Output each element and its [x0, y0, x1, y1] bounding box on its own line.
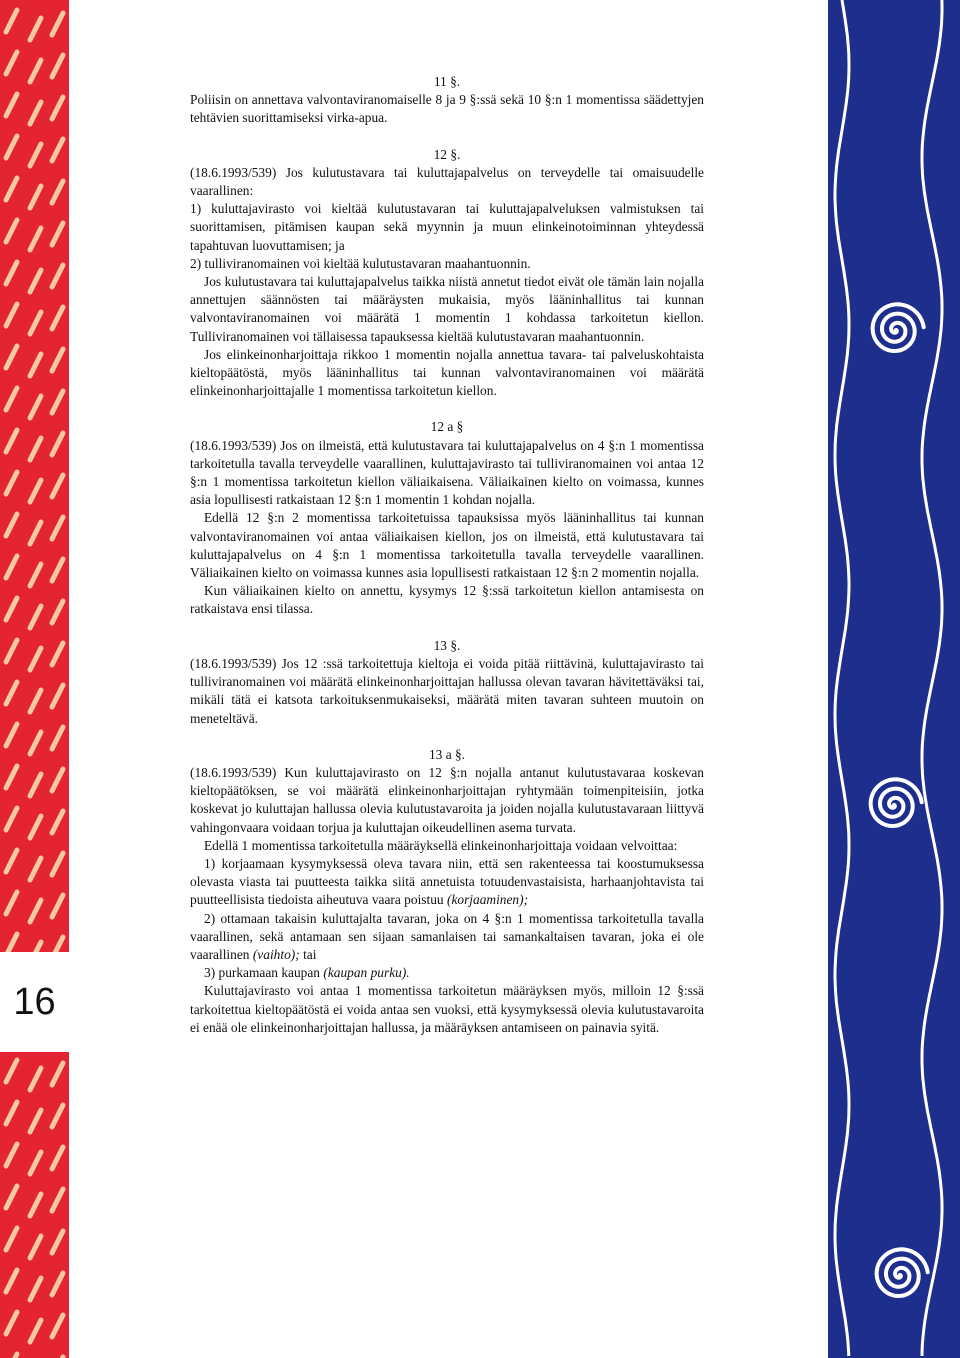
wheat-stroke-pattern-icon [0, 0, 69, 1358]
section-12 [190, 146, 704, 401]
right-decorative-border [828, 0, 960, 1358]
paragraph: Edellä 12 §:n 2 momentissa tarkoitetuissa tapauksissa myös lääninhallitus tai kunnan valvontaviranomainen voi antaa väliaikaisen kiellon, jos on ilmeistä, että kulutustavara tai kuluttajapalvelus on 4 §:n 1 momentissa tarkoitetulla tavalla terveydelle vaarallinen. Väliaikainen kielto on voimassa kunnes asia lopullisesti ratkaistaan 12 §:n 2 momentin nojalla. [190, 510, 704, 581]
paragraph: 2) ottamaan takaisin kuluttajalta tavaran, joka on 4 §:n 1 momentissa tarkoitetulla tavalla vaarallinen, sekä antamaan sen sijaan samanlaisen tai samankaltaisen tavaran, joka ei ole vaarallinen (vaihto); tai [190, 910, 704, 962]
section-13a [190, 746, 704, 1037]
section-11 [190, 73, 704, 128]
paragraph: (18.6.1993/539) Jos 12 :ssä tarkoitettuja kieltoja ei voida pitää riittävinä, kuluttajavirasto tai tulliviranomainen voi määrätä elinkeinonharjoittajan hallussa olevan tavaran hävitettäväksi tai, mikäli tätä ei katsota tarkoituksenmukaiseksi, määrätä miten tavaran suhteen muutoin on meneteltävä. [190, 655, 704, 726]
section-title: 13 §. [433, 637, 461, 653]
paragraph: 2) tulliviranomainen voi kieltää kulutustavaran maahantuonnin. [190, 255, 531, 271]
paragraph: (18.6.1993/539) Jos on ilmeistä, että kulutustavara tai kuluttajapalvelus on 4 §:n 1 momentissa tarkoitetulla tavalla terveydelle vaarallinen, kuluttajavirasto tai tulliviranomainen voi antaa 12 §:n 1 momentissa tarkoitetun kiellon väliaikaisena. Väliaikainen kielto on voimassa, kunnes asia lopullisesti ratkaistaan 12 §:n 1 momentin 1 kohdan nojalla. [190, 437, 704, 508]
section-title: 13 a §. [428, 746, 466, 762]
paragraph: (18.6.1993/539) Jos kulutustavara tai kuluttajapalvelus on terveydelle tai omaisuudelle vaarallinen: [190, 164, 704, 199]
paragraph: (18.6.1993/539) Kun kuluttajavirasto on 12 §:n nojalla antanut kulutustavaraa koskevan kieltopäätöksen, se voi määrätä elinkeinonharjoittajan ryhtymään toimenpiteisiin, jotka koskevat jo kuluttajan hallussa olevia kulutustavaroita ja joiden nojalla kulutustavaraan liittyvä vahingonvaara voidaan torjua ja kuluttajan oikeudellinen asema turvata. [190, 764, 704, 835]
left-decorative-border [0, 0, 69, 1358]
section-12a [190, 418, 704, 618]
section-title: 11 §. [433, 74, 461, 89]
paragraph: Jos elinkeinonharjoittaja rikkoo 1 momentin nojalla annettua tavara- tai palveluskohtaista kieltopäätöstä, myös lääninhallitus tai kunnan valvontaviranomainen voi määrätä elinkeinonharjoittajalle 1 momentissa tarkoitetun kiellon. [190, 346, 704, 399]
page-number: 16 [13, 980, 56, 1023]
paragraph: 1) kuluttajavirasto voi kieltää kulutustavaran tai kuluttajapalveluksen valmistuksen tai suorittamisen, pitämisen kaupan sekä myynnin ja muun elinkeinotoiminnan yhteydessä tapahtuvan luovuttamisen; ja [190, 201, 704, 253]
section-title: 12 a § [430, 419, 464, 435]
paragraph: Edellä 1 momentissa tarkoitetulla määräyksellä elinkeinonharjoittaja voidaan velvoittaa: [204, 837, 678, 853]
paragraph: 3) purkamaan kaupan (kaupan purku). [204, 965, 410, 981]
paragraph: Jos kulutustavara tai kuluttajapalvelus taikka niistä annetut tiedot eivät ole tämän lain nojalla annettujen säännösten tai määräysten mukaisia, myös lääninhallitus tai kunnan valvontaviranomainen voi määrätä 1 momentin 1 kohdassa tarkoitetun kiellon. Tulliviranomainen voi tällaisessa tapauksessa kieltää kulutustavaran maahantuonnin. [190, 274, 704, 344]
paragraph: Poliisin on annettava valvontaviranomaiselle 8 ja 9 §:ssä sekä 10 §:n 1 momentissa säädettyjen tehtävien suorittamiseksi virka-apua. [190, 92, 704, 126]
paragraph: Kuluttajavirasto voi antaa 1 momentissa tarkoitetun määräyksen myös, milloin 12 §:ssä tarkoitettua kieltopäätöstä ei voida antaa sen vuoksi, että kysymyksessä olevia kulutustavaroita ei enää ole elinkeinonharjoittajan hallussa, ja määräyksen antamiseen on painavia syitä. [190, 983, 704, 1035]
paragraph: Kun väliaikainen kielto on annettu, kysymys 12 §:ssä tarkoitetun kiellon antamisesta on ratkaistava ensi tilassa. [190, 583, 704, 617]
paragraph: 1) korjaamaan kysymyksessä oleva tavara niin, että sen rakenteessa tai koostumuksessa olevasta viasta tai puutteesta taikka siitä annetuista totuudenvastaisista, harhaanjohtavista tai puutteellisista tiedoista aiheutuva vaara poistuu (korjaaminen); [190, 855, 704, 908]
section-13 [190, 637, 704, 728]
page-number-box [0, 952, 69, 1052]
document-body [190, 73, 704, 1037]
wave-and-spiral-pattern-icon [828, 0, 960, 1358]
section-title: 12 §. [433, 146, 461, 162]
